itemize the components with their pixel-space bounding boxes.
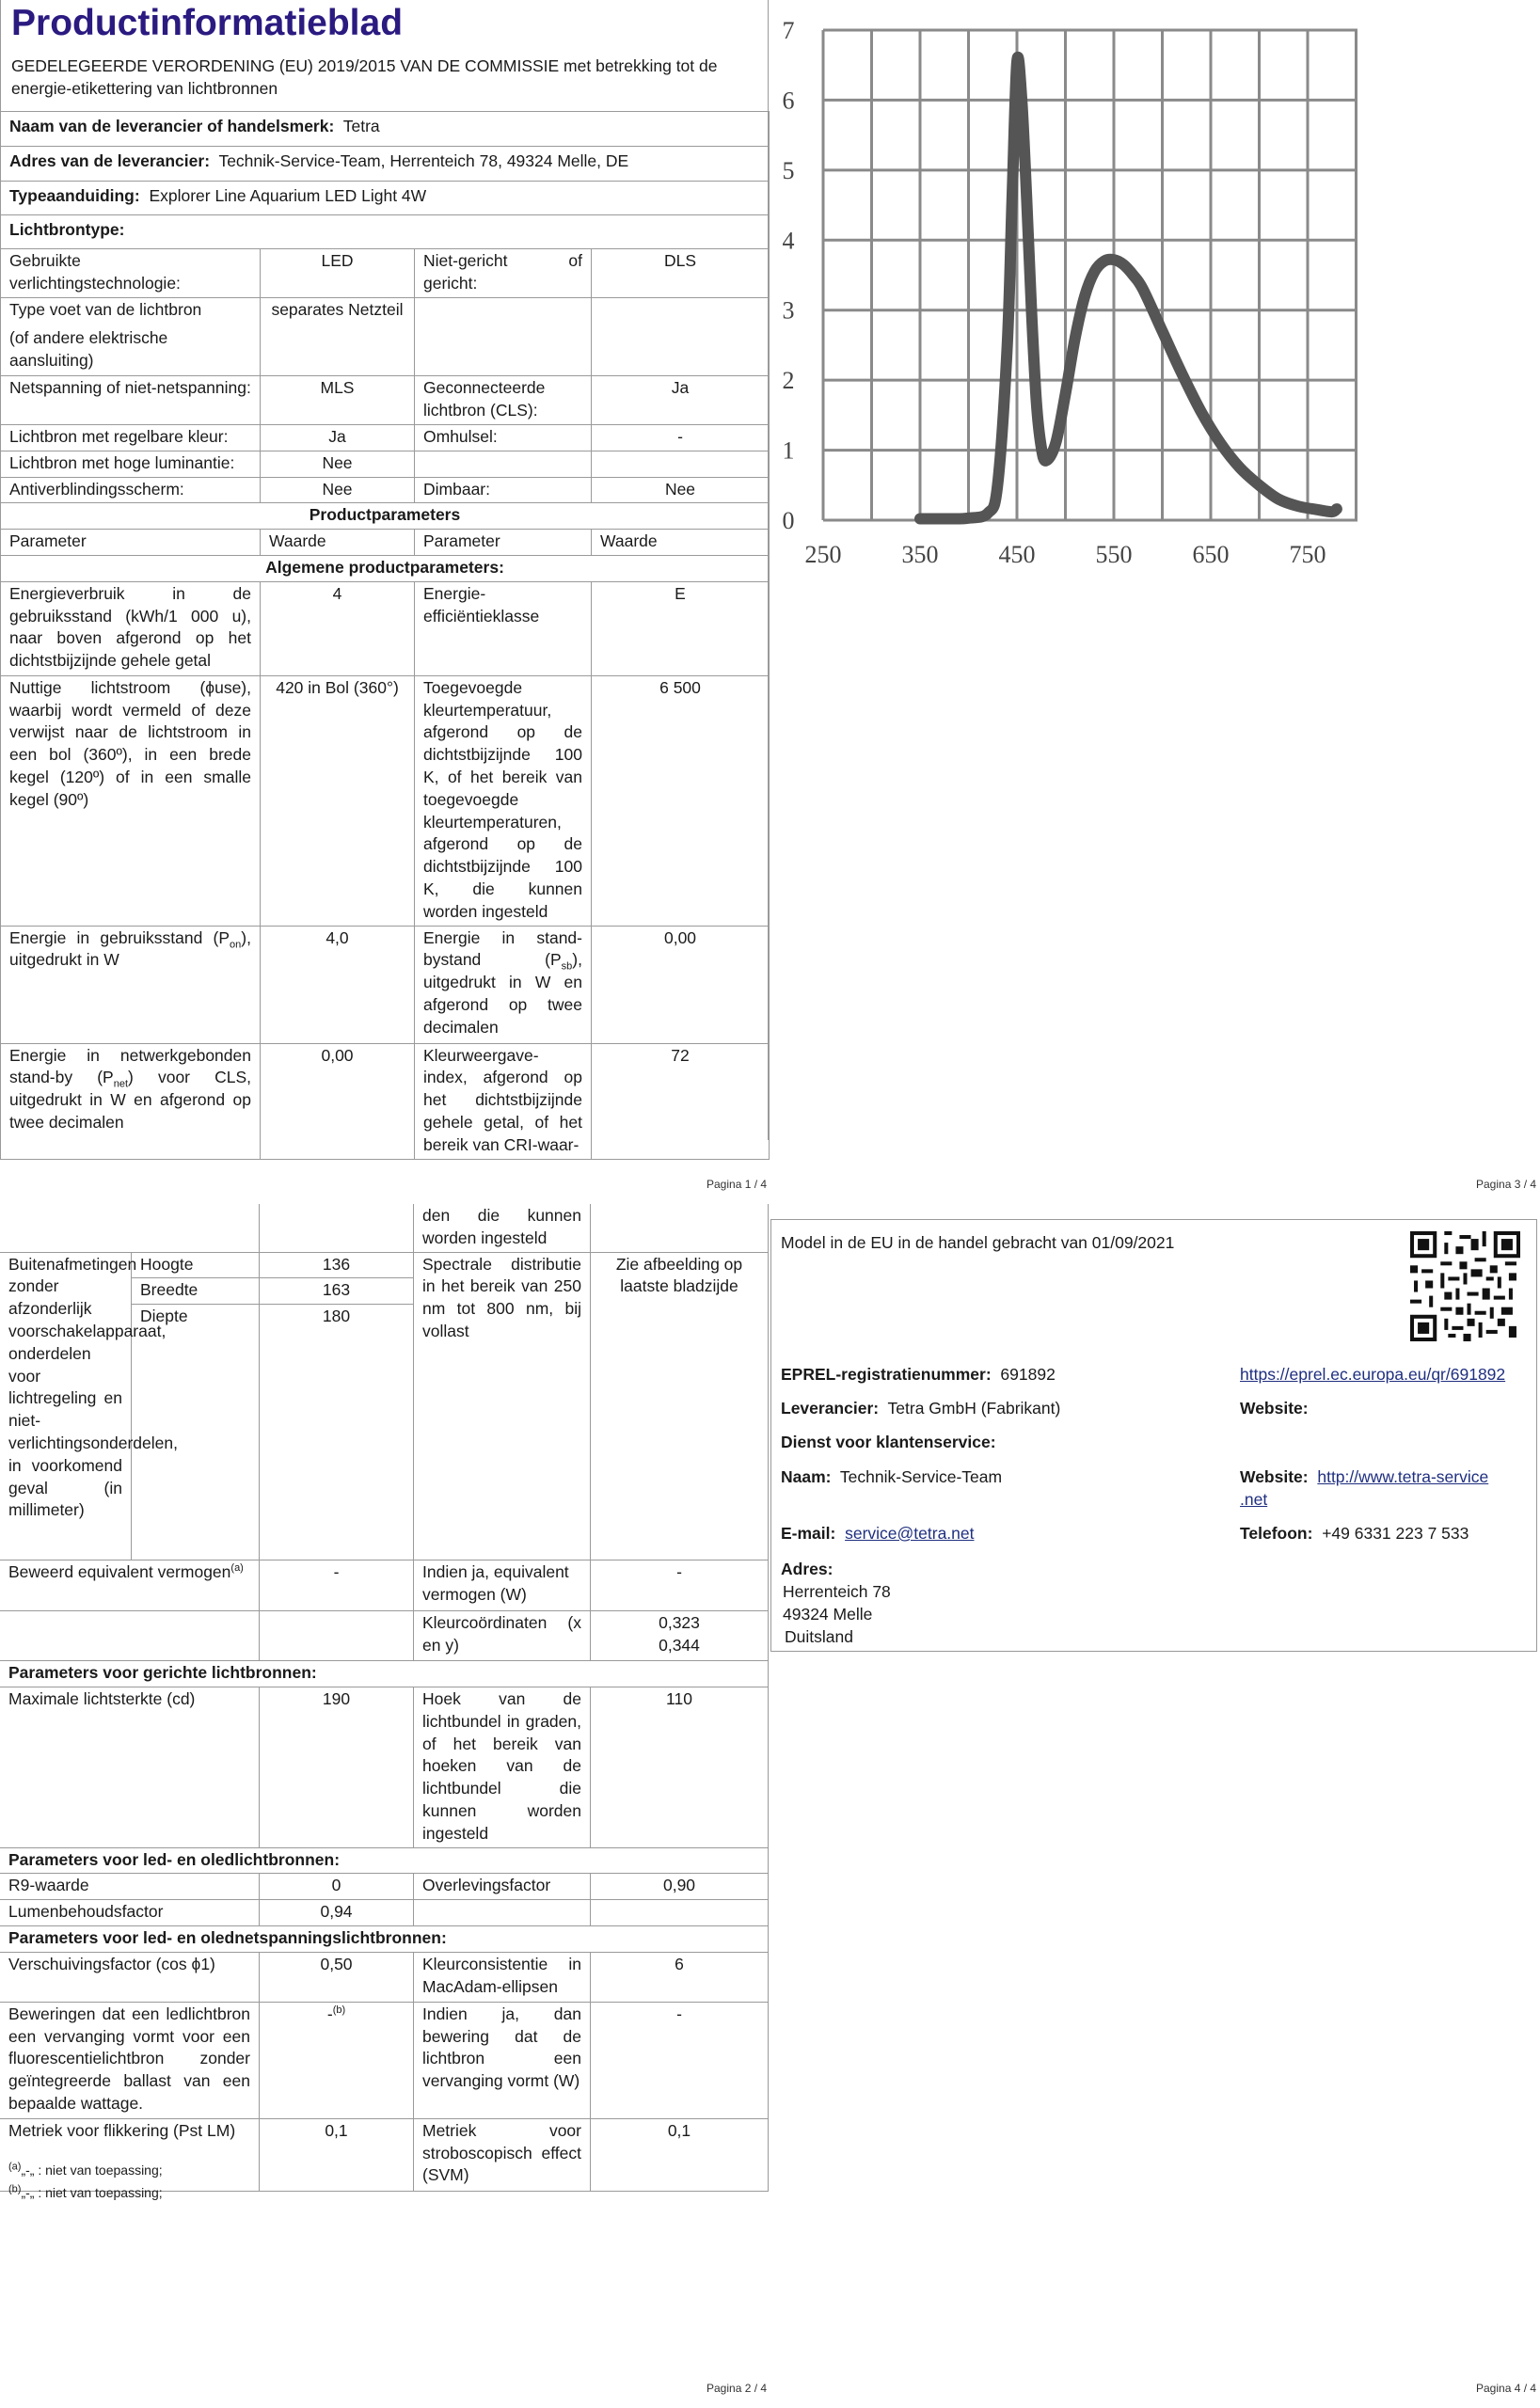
page-2 — [0, 1204, 769, 2200]
energy-label: Energieverbruik in de gebruiksstand (kWh/1 000 u), naar boven afgerond op het dichtstbijzijnde gehele getal — [1, 581, 261, 675]
col-value-1: Waarde — [261, 530, 415, 556]
info-table — [0, 111, 770, 1160]
cct-value: 6 500 — [592, 675, 770, 926]
supplier-row-p4: Leverancier: Tetra GmbH (Fabrikant) — [781, 1399, 1061, 1418]
address-row: Adres van de leverancier: Technik-Service-Team, Herrenteich 78, 49324 Melle, DE — [1, 147, 770, 182]
nondir-label: Niet-gericht of gericht: — [415, 249, 592, 298]
spectral-label: Spectrale distributie in het bereik van 250 nm tot 800 nm, bij vollast — [414, 1252, 591, 1560]
cap-label: Type voet van de lichtbron (of andere elektrische aansluiting) — [1, 298, 261, 376]
chroma-value: 0,323 0,344 — [591, 1611, 769, 1661]
claims-value: -$^{(b)}$ — [260, 2002, 414, 2118]
cls-label: Geconnecteerde lichtbron (CLS): — [415, 376, 592, 425]
cri-label: Kleurweergave-index, afgerond op het dichtstbijzijnde gehele getal, of het bereik van CRI-waar- — [415, 1043, 592, 1159]
dims-label: Buitenafmetingen zonder afzonderlijk voorschakelapparaat, onderdelen voor lichtregeling en niet-verlichtingsonderdelen, in voorkomend geval (in millimeter) — [0, 1252, 132, 1560]
page-number-4: Pagina 4 / 4 — [1476, 2382, 1537, 2395]
document-title: Productinformatieblad — [11, 3, 404, 43]
general-params-heading: Algemene productparameters: — [1, 555, 770, 581]
y-tick-label: 6 — [782, 87, 795, 115]
disp-value: 0,50 — [260, 1952, 414, 2002]
class-value: E — [592, 581, 770, 675]
envelope-value: - — [592, 425, 770, 452]
class-label: Energie-efficiëntieklasse — [415, 581, 592, 675]
depth-label: Diepte — [132, 1305, 260, 1560]
product-params-heading: Productparameters — [1, 503, 770, 530]
address-line-3: Duitsland — [785, 1627, 853, 1646]
y-tick-label: 7 — [782, 17, 795, 44]
params-table — [0, 1204, 769, 2192]
cri-label-cont: den die kunnen worden ingesteld — [414, 1204, 591, 1252]
beam-label: Hoek van de lichtbundel in graden, of het bereik van hoeken van de lichtbundel die kunnen worden ingesteld — [414, 1687, 591, 1847]
supplier-row: Naam van de leverancier of handelsmerk: Tetra — [1, 112, 770, 147]
website2-link-cont[interactable]: .net — [1240, 1490, 1268, 1509]
y-tick-label: 1 — [782, 436, 795, 465]
document-subtitle: GEDELEGEERDE VERORDENING (EU) 2019/2015 VAN DE COMMISSIE met betrekking tot de energie-etikettering van lichtbronnen — [11, 56, 718, 98]
intensity-label: Maximale lichtsterkte (cd) — [0, 1687, 260, 1847]
led-heading: Parameters voor led- en oledlichtbronnen: — [0, 1847, 769, 1874]
equiv-label: Indien ja, equivalent vermogen (W) — [414, 1560, 591, 1611]
flux-label: Nuttige lichtstroom (ϕuse), waarbij wordt vermeld of deze verwijst naar de lichtstroom in een bol (360º), in een brede kegel (120º) of in een smalle kegel (90º) — [1, 675, 261, 926]
website2-row: Website: http://www.tetra-service — [1240, 1467, 1489, 1486]
market-text: Model in de EU in de handel gebracht van 01/09/2021 — [781, 1233, 1175, 1252]
strobo-label: Metriek voor stroboscopisch effect (SVM) — [414, 2118, 591, 2191]
strobo-value: 0,1 — [591, 2118, 769, 2191]
cls-value: Ja — [592, 376, 770, 425]
page-number-1: Pagina 1 / 4 — [706, 1178, 768, 1191]
height-value: 136 — [260, 1252, 414, 1278]
pon-label: Energie in gebruiksstand $(P_{on})$, uitgedrukt in W — [1, 926, 261, 1043]
energy-value: 4 — [261, 581, 415, 675]
x-tick-label: 450 — [998, 541, 1036, 568]
type-row: Typeaanduiding: Explorer Line Aquarium LED Light 4W — [1, 182, 770, 215]
directional-heading: Parameters voor gerichte lichtbronnen: — [0, 1661, 769, 1687]
claimed-value: - — [260, 1560, 414, 1611]
col-param-1: Parameter — [1, 530, 261, 556]
tech-label: Gebruikte verlichtingstechnologie: — [1, 249, 261, 298]
eprel-row: EPREL-registratienummer: 691892 — [781, 1365, 1056, 1384]
page-1 — [0, 0, 769, 1154]
disp-label: Verschuivingsfactor (cos ϕ1) — [0, 1952, 260, 2002]
y-tick-label: 3 — [782, 296, 795, 325]
mains-label: Netspanning of niet-netspanning: — [1, 376, 261, 425]
beam-value: 110 — [591, 1687, 769, 1847]
x-tick-label: 750 — [1289, 541, 1326, 568]
x-tick-label: 650 — [1192, 541, 1230, 568]
type-value: Explorer Line Aquarium LED Light 4W — [149, 186, 427, 205]
nondir-value: DLS — [592, 249, 770, 298]
website-label: Website: — [1240, 1399, 1309, 1418]
phone-row: Telefoon: +49 6331 223 7 533 — [1240, 1524, 1469, 1543]
x-tick-label: 350 — [901, 541, 939, 568]
psb-value: 0,00 — [592, 926, 770, 1043]
survival-value: 0,90 — [591, 1874, 769, 1900]
address-line-2: 49324 Melle — [783, 1605, 873, 1624]
macadam-label: Kleurconsistentie in MacAdam-ellipsen — [414, 1952, 591, 2002]
ifyes-label: Indien ja, dan bewering dat de lichtbron een vervanging vormt (W) — [414, 2002, 591, 2118]
address-value: Technik-Service-Team, Herrenteich 78, 49324 Melle, DE — [218, 151, 629, 170]
flicker-label: Metriek voor flikkering (Pst LM) — [0, 2118, 260, 2191]
lumen-label: Lumenbehoudsfactor — [0, 1900, 260, 1926]
glare-value: Nee — [261, 477, 415, 503]
mains-heading: Parameters voor led- en olednetspanningslichtbronnen: — [0, 1925, 769, 1952]
supplier-value: Tetra — [342, 117, 380, 135]
envelope-label: Omhulsel: — [415, 425, 592, 452]
y-tick-label: 5 — [782, 156, 795, 184]
flicker-value: 0,1 — [260, 2118, 414, 2191]
highlum-value: Nee — [261, 451, 415, 477]
cap-value: separates Netzteil — [261, 298, 415, 376]
chroma-label: Kleurcoördinaten (x en y) — [414, 1611, 591, 1661]
flux-value: 420 in Bol (360°) — [261, 675, 415, 926]
macadam-value: 6 — [591, 1952, 769, 2002]
email-link[interactable]: service@tetra.net — [845, 1524, 975, 1543]
r9-value: 0 — [260, 1874, 414, 1900]
address-label-p4: Adres: — [781, 1560, 834, 1578]
width-value: 163 — [260, 1278, 414, 1305]
color-value: Ja — [261, 425, 415, 452]
eprel-link[interactable]: https://eprel.ec.europa.eu/qr/691892 — [1240, 1365, 1506, 1384]
tech-value: LED — [261, 249, 415, 298]
y-tick-label: 2 — [782, 367, 795, 395]
col-param-2: Parameter — [415, 530, 592, 556]
pon-value: 4,0 — [261, 926, 415, 1043]
dim-value: Nee — [592, 477, 770, 503]
survival-label: Overlevingsfactor — [414, 1874, 591, 1900]
intensity-value: 190 — [260, 1687, 414, 1847]
name-row: Naam: Technik-Service-Team — [781, 1467, 1003, 1486]
glare-label: Antiverblindingsscherm: — [1, 477, 261, 503]
pnet-value: 0,00 — [261, 1043, 415, 1159]
dim-label: Dimbaar: — [415, 477, 592, 503]
ifyes-value: - — [591, 2002, 769, 2118]
spectral-value: Zie afbeelding op laatste bladzijde — [591, 1252, 769, 1560]
r9-label: R9-waarde — [0, 1874, 260, 1900]
cri-value: 72 — [592, 1043, 770, 1159]
color-label: Lichtbron met regelbare kleur: — [1, 425, 261, 452]
pnet-label: Energie in netwerkgebonden stand-by $(P_{net})$ voor CLS, uitgedrukt in W en afgerond op twee decimalen — [1, 1043, 261, 1159]
eprel-value: 691892 — [1000, 1365, 1056, 1384]
x-tick-label: 550 — [1095, 541, 1133, 568]
address-line-1: Herrenteich 78 — [783, 1582, 891, 1601]
qr-code-icon[interactable] — [1410, 1231, 1520, 1341]
y-tick-label: 0 — [782, 507, 795, 534]
col-value-2: Waarde — [592, 530, 770, 556]
height-label: Hoogte — [132, 1252, 260, 1278]
equiv-value: - — [591, 1560, 769, 1611]
cct-label: Toegevoegde kleurtemperatuur, afgerond op de dichtstbijzijnde 100 K, of het bereik van toegevoegde kleurtemperaturen, afgerond op de dichtstbijzijnde 100 K, die kunnen worden ingesteld — [415, 675, 592, 926]
psb-label: Energie in stand-bystand $(P_{sb})$, uitgedrukt in W en afgerond op twee decimalen — [415, 926, 592, 1043]
depth-value: 180 — [260, 1305, 414, 1560]
page-number-3: Pagina 3 / 4 — [1476, 1178, 1537, 1191]
claims-label: Beweringen dat een ledlichtbron een vervanging vormt voor een fluorescentielichtbron zonder geïntegreerde ballast van een bepaalde wattage. — [0, 2002, 260, 2118]
claimed-label: Beweerd equivalent vermogen$^{(a)}$ — [0, 1560, 260, 1611]
lumen-value: 0,94 — [260, 1900, 414, 1926]
service-heading: Dienst voor klantenservice: — [781, 1433, 996, 1451]
highlum-label: Lichtbron met hoge luminantie: — [1, 451, 261, 477]
x-tick-label: 250 — [804, 541, 842, 568]
email-row: E-mail: service@tetra.net — [781, 1524, 975, 1543]
y-tick-label: 4 — [782, 227, 795, 255]
mains-value: MLS — [261, 376, 415, 425]
width-label: Breedte — [132, 1278, 260, 1305]
page-number-2: Pagina 2 / 4 — [706, 2382, 768, 2395]
footnote-a: $^{(a)}$„-„ : niet van toepassing; — [8, 2161, 163, 2178]
website2-link[interactable]: http://www.tetra-service — [1317, 1467, 1489, 1486]
footnote-b: $^{(b)}$„-„ : niet van toepassing; — [8, 2183, 163, 2200]
page-4-contact-box — [770, 1219, 1537, 1652]
lightsource-type-heading: Lichtbrontype: — [1, 215, 770, 249]
spectral-chart — [771, 0, 1373, 602]
